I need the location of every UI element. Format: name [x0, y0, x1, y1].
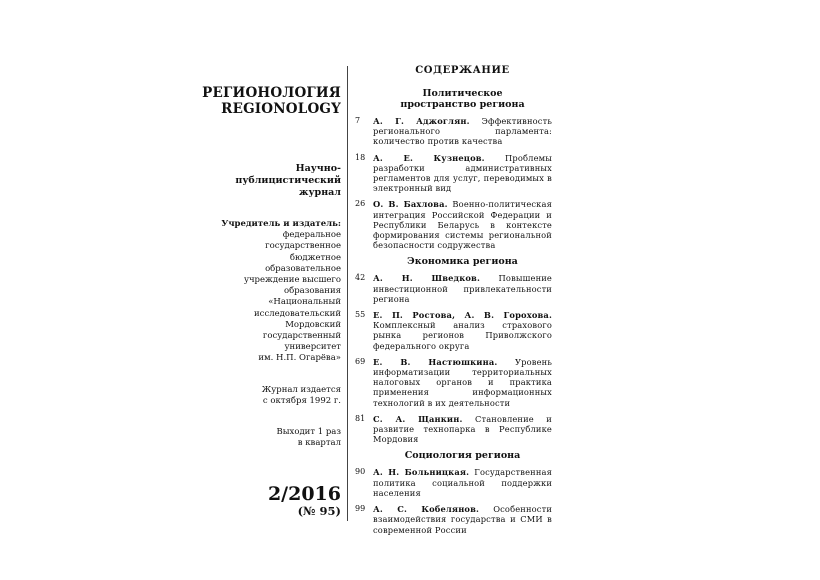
section-title: [355, 88, 552, 110]
entry-title: Государственная политика социальной поддержки населения: [373, 467, 552, 498]
entry-authors: А. Н. Шведков.: [373, 273, 481, 284]
founder-block: [200, 219, 341, 365]
entry-text: [373, 199, 552, 250]
page-number: 55: [355, 310, 366, 320]
founder-line: государственный: [262, 331, 341, 342]
section-title-line: Экономика региона: [407, 256, 518, 268]
published-since: [200, 385, 341, 407]
toc-entry[interactable]: [355, 153, 552, 194]
entry-text: [373, 310, 552, 351]
entry-authors: А. Г. Аджоглян.: [373, 116, 470, 126]
toc-entry[interactable]: [355, 116, 552, 147]
toc-entry[interactable]: [355, 414, 552, 445]
entry-title: Повышение инвестиционной привлекательности региона: [373, 273, 552, 304]
issue-block: [200, 484, 341, 519]
entry-authors: Е. П. Ростова, А. В. Горохова.: [373, 310, 552, 321]
section-title-line: Политическое: [422, 88, 503, 99]
section-title-line: пространство региона: [400, 99, 525, 110]
entry-text: [373, 504, 552, 535]
section-title: [355, 450, 552, 461]
subtitle-line: Научно-: [295, 163, 341, 174]
entry-authors: С. А. Щанкин.: [373, 413, 463, 424]
issue-number: 2/2016: [267, 483, 341, 505]
journal-subtitle: [200, 163, 341, 199]
entry-title: Комплексный анализ страхового рынка регионов Приволжского федерального округа: [373, 320, 552, 351]
toc-title: СОДЕРЖАНИЕ: [415, 65, 510, 76]
entry-text: [373, 357, 552, 408]
entry-title: Военно-политическая интеграция Российской Федерации и Республики Беларусь в контексте формирования системы региональной безопасности содружества: [373, 199, 552, 251]
journal-info: [200, 85, 341, 449]
entry-text: [373, 116, 552, 147]
journal-title-en: REGIONOLOGY: [221, 101, 341, 117]
entry-authors: А. С. Кобелянов.: [373, 504, 480, 515]
table-of-contents: [355, 64, 552, 541]
frequency: [200, 427, 341, 449]
entry-title: Уровень информатизации территориальных налоговых органов и практика применения информационных технологий в их деятельности: [373, 356, 552, 408]
entry-text: [373, 153, 552, 194]
page-number: 26: [355, 199, 366, 209]
entry-authors: Е. В. Настюшкина.: [373, 356, 498, 367]
founder-line: исследовательский: [254, 308, 341, 319]
entry-title: Эффективность регионального парламента: количество против качества: [373, 116, 552, 147]
page-number: 90: [355, 467, 366, 477]
founder-line: федеральное: [282, 230, 341, 241]
page-number: 18: [355, 152, 366, 162]
page-number: 69: [355, 356, 366, 366]
subtitle-line: публицистический: [235, 175, 341, 186]
page-number: 99: [355, 504, 366, 514]
page-number: 7: [355, 116, 361, 125]
toc-entry[interactable]: [355, 357, 552, 408]
founder-line: им. Н.П. Огарёва»: [258, 353, 341, 364]
entry-text: [373, 273, 552, 304]
section-title: [355, 256, 552, 267]
entry-text: [373, 414, 552, 445]
toc-entry[interactable]: [355, 310, 552, 351]
founder-label: Учредитель и издатель:: [221, 219, 341, 229]
entry-title: Становление и развитие технопарка в Республике Мордовия: [373, 413, 552, 445]
published-line: Журнал издается: [261, 384, 341, 395]
frequency-line: Выходит 1 раз: [276, 427, 341, 438]
toc-entry[interactable]: [355, 467, 552, 498]
issue-total: (№ 95): [297, 504, 341, 518]
column-divider: [347, 66, 348, 521]
entry-authors: О. В. Бахлова.: [373, 199, 448, 210]
section-title-line: Социология региона: [404, 450, 521, 462]
page-number: 81: [355, 413, 366, 423]
founder-line: университет: [284, 342, 341, 353]
toc-entry[interactable]: [355, 504, 552, 535]
frequency-line: в квартал: [297, 438, 341, 449]
founder-line: «Национальный: [268, 297, 341, 308]
toc-entry[interactable]: [355, 199, 552, 250]
founder-line: образовательное: [265, 263, 341, 274]
founder-line: бюджетное: [289, 252, 341, 263]
toc-entry[interactable]: [355, 273, 552, 304]
entry-authors: А. Н. Больницкая.: [373, 467, 470, 478]
page-number: 42: [355, 273, 366, 283]
founder-line: Мордовский: [285, 319, 341, 330]
subtitle-line: журнал: [298, 187, 341, 198]
entry-title: Проблемы разработки административных регламентов для услуг, переводимых в электронный вид: [373, 152, 552, 194]
published-line: с октября 1992 г.: [262, 395, 341, 406]
founder-line: учреждение высшего: [243, 275, 341, 286]
founder-line: образования: [283, 286, 341, 297]
entry-text: [373, 467, 552, 498]
entry-title: Особенности взаимодействия государства и СМИ в современной России: [373, 504, 553, 535]
journal-title-ru: РЕГИОНОЛОГИЯ: [202, 85, 341, 101]
founder-line: государственное: [265, 241, 341, 252]
entry-authors: А. Е. Кузнецов.: [373, 152, 485, 163]
